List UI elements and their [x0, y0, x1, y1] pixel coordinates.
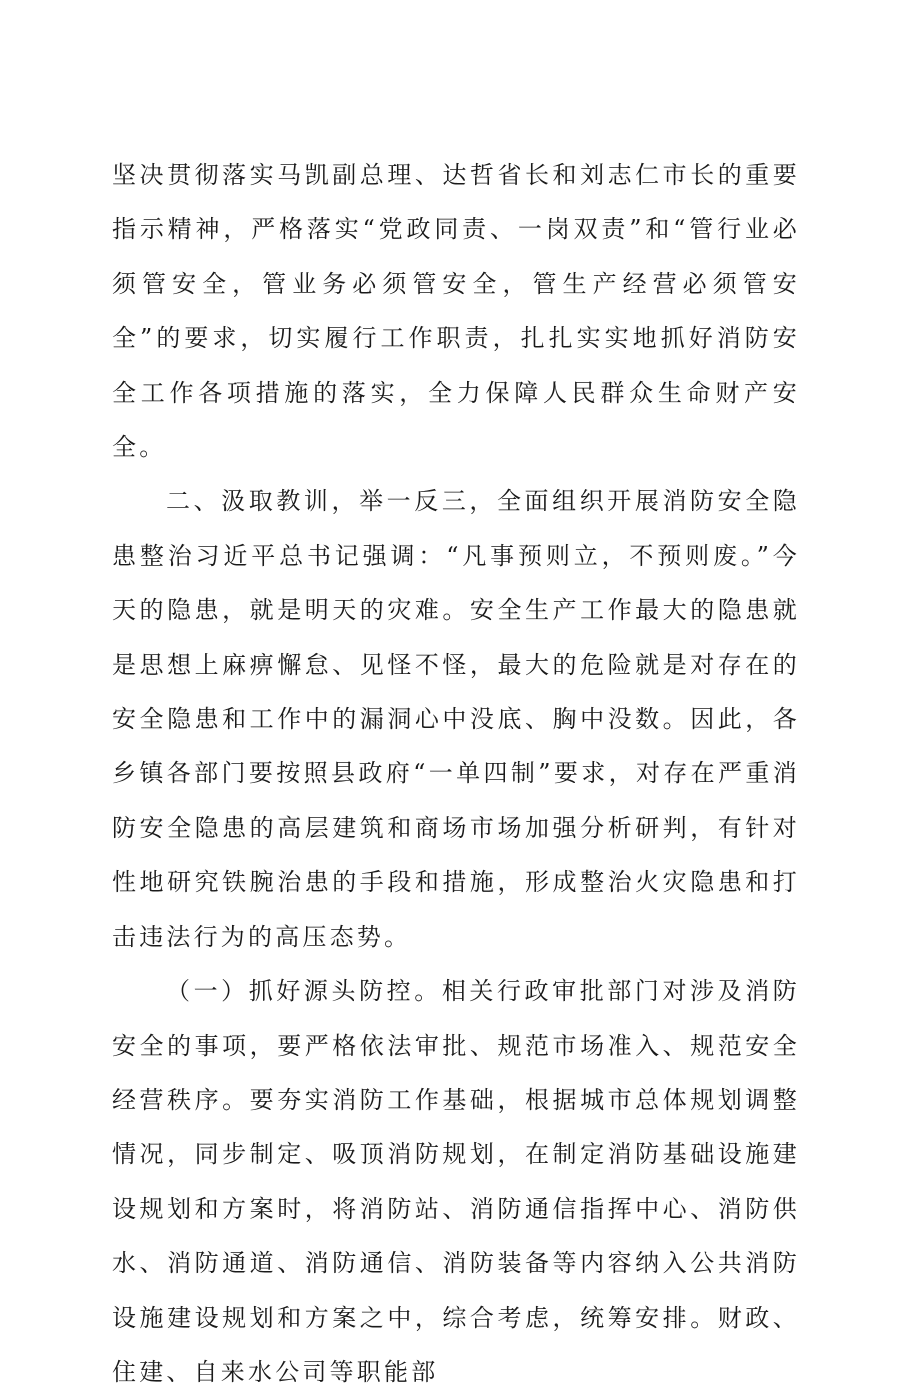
document-body: [112, 148, 800, 1399]
paragraph-continuation: 坚决贯彻落实马凯副总理、达哲省长和刘志仁市长的重要指示精神，严格落实“党政同责、一岗双责”和“管行业必须管安全，管业务必须管安全，管生产经营必须管安全”的要求，切实履行工作职责，扎扎实实地抓好消防安全工作各项措施的落实，全力保障人民群众生命财产安全。: [112, 161, 800, 462]
paragraph-subsection-one: （一）抓好源头防控。相关行政审批部门对涉及消防安全的事项，要严格依法审批、规范市场准入、规范安全经营秩序。要夯实消防工作基础，根据城市总体规划调整情况，同步制定、吸顶消防规划，在制定消防基础设施建设规划和方案时，将消防站、消防通信指挥中心、消防供水、消防通道、消防通信、消防装备等内容纳入公共消防设施建设规划和方案之中，综合考虑，统筹安排。财政、住建、自来水公司等职能部: [112, 977, 800, 1386]
paragraph-section-two: 二、汲取教训，举一反三，全面组织开展消防安全隐患整治习近平总书记强调：“凡事预则立，不预则废。”今天的隐患，就是明天的灾难。安全生产工作最大的隐患就是思想上麻痹懈怠、见怪不怪，最大的危险就是对存在的安全隐患和工作中的漏洞心中没底、胸中没数。因此，各乡镇各部门要按照县政府“一单四制”要求，对存在严重消防安全隐患的高层建筑和商场市场加强分析研判，有针对性地研究铁腕治患的手段和措施，形成整治火灾隐患和打击违法行为的高压态势。: [112, 487, 800, 951]
